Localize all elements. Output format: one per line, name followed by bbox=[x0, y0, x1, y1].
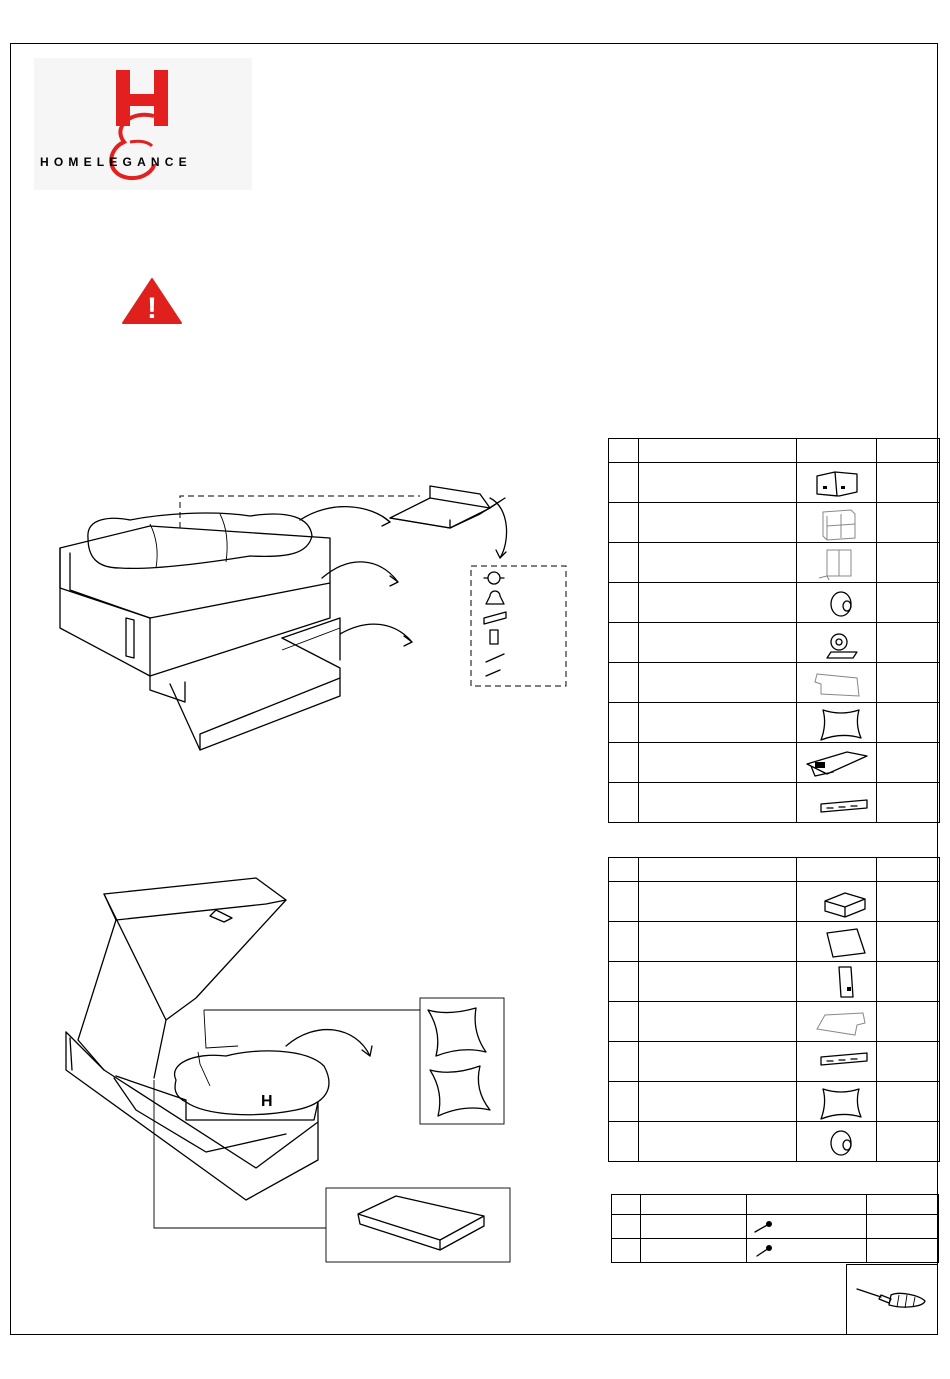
table-row bbox=[609, 543, 940, 583]
panel-icon bbox=[797, 664, 876, 702]
table-row bbox=[609, 1122, 940, 1162]
cabinet-side-icon bbox=[797, 544, 876, 582]
table-row bbox=[609, 623, 940, 663]
screw-icon bbox=[747, 1240, 780, 1262]
storage-diagram bbox=[56, 870, 516, 1270]
table-header-row bbox=[609, 439, 940, 463]
warning-symbol: ! bbox=[147, 292, 157, 325]
cushion-label: H bbox=[261, 1093, 273, 1110]
table-row bbox=[609, 503, 940, 543]
hardware-table bbox=[611, 1194, 939, 1263]
rail-icon bbox=[797, 1043, 876, 1081]
cabinet-side-icon bbox=[797, 963, 876, 1001]
unpacking-diagram bbox=[50, 478, 580, 760]
warning-icon bbox=[121, 277, 183, 325]
panel-icon bbox=[797, 1003, 876, 1041]
table-row bbox=[609, 583, 940, 623]
parts-table-2 bbox=[608, 857, 940, 1162]
table-row bbox=[609, 962, 940, 1002]
caster-icon bbox=[797, 624, 876, 662]
table-row bbox=[609, 1082, 940, 1122]
box-icon bbox=[797, 464, 876, 502]
brand-logo-text: HOMELEGANCE bbox=[40, 155, 192, 169]
table-row bbox=[609, 882, 940, 922]
table-row bbox=[609, 922, 940, 962]
table-row bbox=[612, 1239, 939, 1263]
table-row bbox=[612, 1215, 939, 1239]
pillow-icon bbox=[797, 704, 876, 742]
table-row bbox=[609, 663, 940, 703]
pillow-icon bbox=[797, 1083, 876, 1121]
roller-icon bbox=[797, 584, 876, 622]
table-row bbox=[609, 703, 940, 743]
table-row bbox=[609, 743, 940, 783]
table-row bbox=[609, 1002, 940, 1042]
cabinet-frame-icon bbox=[797, 504, 876, 542]
mechanism-icon bbox=[797, 744, 876, 782]
table-header-row bbox=[609, 858, 940, 882]
screwdriver-icon bbox=[847, 1275, 937, 1315]
tool-panel bbox=[846, 1264, 938, 1335]
brand-logo bbox=[34, 58, 252, 190]
screw-icon bbox=[747, 1216, 780, 1238]
table-header-row bbox=[612, 1195, 939, 1215]
table-row bbox=[609, 463, 940, 503]
table-row bbox=[609, 783, 940, 823]
parts-table-1 bbox=[608, 438, 940, 823]
roller-icon bbox=[797, 1123, 876, 1161]
rail-icon bbox=[797, 784, 876, 822]
panel-icon bbox=[797, 923, 876, 961]
box-icon bbox=[797, 883, 876, 921]
table-row bbox=[609, 1042, 940, 1082]
